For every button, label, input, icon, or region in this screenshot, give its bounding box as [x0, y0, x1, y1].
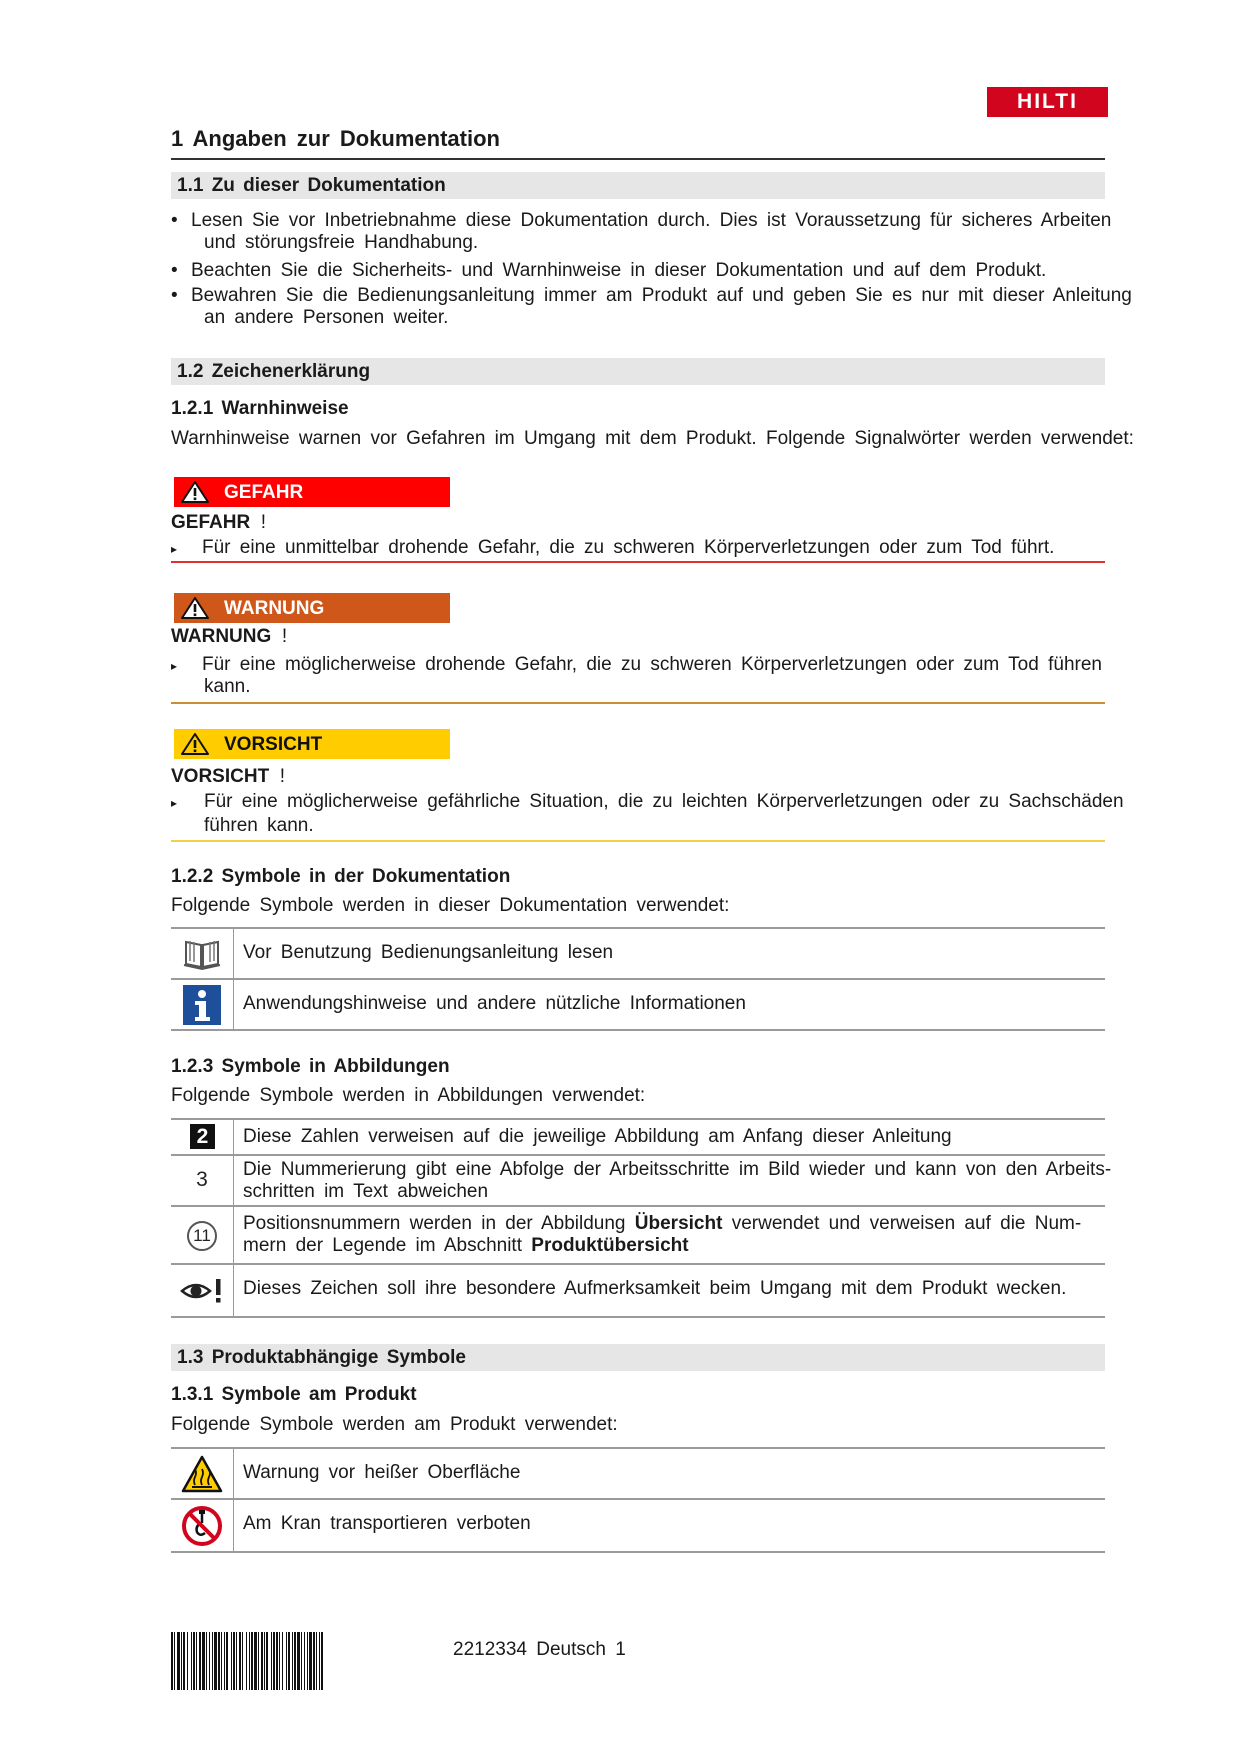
- bullet-dot: •: [171, 285, 178, 306]
- signal-exclamation: !: [279, 766, 286, 787]
- barcode-bar: [294, 1632, 296, 1690]
- barcode-bar: [292, 1632, 293, 1690]
- barcode-bar: [221, 1632, 222, 1690]
- section-1-3-header: [171, 1344, 1105, 1371]
- barcode-bar: [236, 1632, 237, 1690]
- barcode-bar: [246, 1632, 247, 1690]
- symbols-doc-intro: Folgende Symbole werden in dieser Dokumentation verwendet:: [171, 895, 730, 916]
- list-item-line: Bewahren Sie die Bedienungsanleitung immer am Produkt auf und geben Sie es nur mit dieser Anleitung: [191, 285, 1132, 306]
- table-cell-text: [243, 1159, 1111, 1203]
- barcode-bar: [174, 1632, 175, 1690]
- list-item-line: Lesen Sie vor Inbetriebnahme diese Dokumentation durch. Dies ist Voraussetzung für sicheres Arbeiten: [191, 210, 1112, 231]
- step-number-icon: 3: [196, 1168, 208, 1191]
- barcode-bar: [209, 1632, 210, 1690]
- barcode-bar: [254, 1632, 257, 1690]
- table-cell-text: Dieses Zeichen soll ihre besondere Aufmerksamkeit beim Umgang mit dem Produkt wecken.: [243, 1278, 1067, 1299]
- barcode-bar: [233, 1632, 235, 1690]
- barcode-bar: [273, 1632, 275, 1690]
- list-item: [171, 210, 1171, 254]
- barcode-bar: [279, 1632, 280, 1690]
- signal-description-text: Für eine möglicherweise gefährliche Situation, die zu leichten Körperverletzungen oder zu Sachschäden: [204, 791, 1124, 812]
- section-1-2-header: [171, 358, 1105, 385]
- signal-word-gefahr: [174, 477, 450, 507]
- barcode-bar: [239, 1632, 241, 1690]
- section-1-1-header: [171, 172, 1105, 199]
- barcode-bar: [226, 1632, 228, 1690]
- barcode-bar: [193, 1632, 195, 1690]
- book-icon: [183, 937, 221, 971]
- table-row: [171, 1120, 1105, 1156]
- barcode-bar: [231, 1632, 232, 1690]
- barcode-bar: [266, 1632, 268, 1690]
- table-cell-text: Anwendungshinweise und andere nützliche Informationen: [243, 993, 746, 1014]
- barcode-bar: [249, 1632, 250, 1690]
- signal-heading-text: GEFAHR: [171, 512, 251, 533]
- barcode-bar: [264, 1632, 265, 1690]
- signal-word-warnung: [174, 593, 450, 623]
- signal-description-text: führen kann.: [204, 815, 314, 836]
- signal-description-text: Für eine möglicherweise drohende Gefahr, die zu schweren Körperverletzungen oder zum Tod führen: [202, 654, 1102, 675]
- footer-document-number: 2212334 Deutsch 1: [453, 1639, 626, 1660]
- table-icon-cell: [171, 1265, 234, 1316]
- barcode-bar: [309, 1632, 312, 1690]
- figure-number-icon: 2: [190, 1124, 215, 1149]
- hilti-logo: [987, 87, 1108, 117]
- symbols-fig-intro: Folgende Symbole werden in Abbildungen verwendet:: [171, 1085, 646, 1106]
- barcode-bar: [304, 1632, 305, 1690]
- table-icon-cell: [171, 929, 234, 978]
- barcode-image: [171, 1632, 427, 1690]
- barcode-bar: [261, 1632, 263, 1690]
- signal-divider: [171, 702, 1105, 704]
- signal-heading: [171, 626, 287, 648]
- table-cell-text: Warnung vor heißer Oberfläche: [243, 1462, 521, 1483]
- warning-triangle-icon: [180, 732, 210, 756]
- barcode-bar: [319, 1632, 320, 1690]
- barcode-bar: [282, 1632, 283, 1690]
- list-item: [171, 260, 1171, 282]
- table-row: [171, 1449, 1105, 1500]
- table-icon-cell: [171, 1500, 234, 1551]
- no-crane-transport-icon: [181, 1505, 223, 1547]
- barcode-bar: [181, 1632, 182, 1690]
- hot-surface-warning-icon: [181, 1455, 223, 1493]
- signal-description-text: Für eine unmittelbar drohende Gefahr, die zu schweren Körperverletzungen oder zum Tod führt.: [202, 537, 1055, 558]
- table-row: [171, 980, 1105, 1031]
- signal-exclamation: !: [281, 626, 288, 647]
- section-1-2-title: 1.2 Zeichenerklärung: [177, 361, 371, 382]
- warning-triangle-icon: [180, 596, 210, 620]
- signal-description: [171, 537, 1131, 560]
- barcode-bar: [183, 1632, 185, 1690]
- table-row: [171, 1500, 1105, 1553]
- table-cell-line: Die Nummerierung gibt eine Abfolge der Arbeitsschritte im Bild wieder und kann von den Arbeits-: [243, 1159, 1112, 1180]
- symbols-fig-table: [171, 1118, 1112, 1318]
- bold-term: Übersicht: [634, 1213, 723, 1234]
- text-run: verwendet und verweisen auf die Num-: [722, 1213, 1082, 1234]
- signal-exclamation: !: [260, 512, 267, 533]
- barcode-bar: [321, 1632, 323, 1690]
- barcode-bar: [224, 1632, 225, 1690]
- table-row: [171, 1265, 1105, 1318]
- list-item-line: Beachten Sie die Sicherheits- und Warnhinweise in dieser Dokumentation und auf dem Produkt.: [191, 260, 1047, 281]
- bullet-dot: •: [171, 210, 178, 231]
- signal-description: [171, 791, 1191, 835]
- arrow-bullet-icon: ▸: [171, 796, 178, 810]
- barcode-bar: [199, 1632, 201, 1690]
- table-icon-cell: [171, 1207, 234, 1263]
- table-icon-cell: [171, 980, 234, 1029]
- arrow-bullet-icon: ▸: [171, 659, 178, 673]
- attention-eye-icon: [180, 1277, 224, 1305]
- table-cell-text: Vor Benutzung Bedienungsanleitung lesen: [243, 942, 614, 963]
- symbols-product-table: [171, 1447, 1105, 1553]
- barcode-bar: [218, 1632, 220, 1690]
- text-run: mern der Legende im Abschnitt: [243, 1235, 532, 1256]
- list-item-line: und störungsfreie Handhabung.: [204, 232, 479, 253]
- signal-divider: [171, 840, 1105, 842]
- signal-label: WARNUNG: [224, 598, 325, 619]
- section-1-title: 1 Angaben zur Dokumentation: [171, 126, 1105, 160]
- section-1-2-3-title: 1.2.3 Symbole in Abbildungen: [171, 1056, 450, 1077]
- text-run: Positionsnummern werden in der Abbildung: [243, 1213, 635, 1234]
- section-1-3-title: 1.3 Produktabhängige Symbole: [177, 1347, 466, 1368]
- barcode-bar: [177, 1632, 180, 1690]
- barcode-bar: [271, 1632, 272, 1690]
- list-item: [171, 285, 1171, 329]
- barcode-bar: [297, 1632, 300, 1690]
- section-1-1-title: 1.1 Zu dieser Dokumentation: [177, 175, 446, 196]
- warning-triangle-icon: [180, 480, 210, 504]
- table-row: [171, 929, 1105, 980]
- table-icon-cell: [171, 1156, 234, 1205]
- barcode-bar: [313, 1632, 315, 1690]
- signal-label: GEFAHR: [224, 482, 304, 503]
- barcode-bar: [288, 1632, 290, 1690]
- table-cell-line: schritten im Text abweichen: [243, 1181, 489, 1202]
- signal-heading-text: WARNUNG: [171, 626, 272, 647]
- warnhinweise-intro: Warnhinweise warnen vor Gefahren im Umgang mit dem Produkt. Folgende Signalwörter werden verwendet:: [171, 428, 1134, 449]
- signal-word-vorsicht: [174, 729, 450, 759]
- table-icon-cell: [171, 1120, 234, 1154]
- list-item-line: an andere Personen weiter.: [204, 307, 449, 328]
- barcode-bar: [212, 1632, 213, 1690]
- table-icon-cell: [171, 1449, 234, 1498]
- table-cell-line: [243, 1235, 1081, 1257]
- barcode-bar: [206, 1632, 207, 1690]
- signal-heading: [171, 766, 285, 788]
- signal-heading-text: VORSICHT: [171, 766, 270, 787]
- barcode-bar: [307, 1632, 308, 1690]
- table-cell-text: Diese Zahlen verweisen auf die jeweilige Abbildung am Anfang dieser Anleitung: [243, 1126, 952, 1147]
- barcode-bar: [251, 1632, 253, 1690]
- barcode-bar: [202, 1632, 205, 1690]
- symbols-doc-table: [171, 927, 1105, 1031]
- barcode-bar: [242, 1632, 243, 1690]
- section-1-2-2-title: 1.2.2 Symbole in der Dokumentation: [171, 866, 511, 887]
- signal-heading: [171, 512, 266, 534]
- bullet-dot: •: [171, 260, 178, 281]
- signal-description-text: kann.: [204, 676, 251, 697]
- table-row: [171, 1207, 1105, 1265]
- signal-label: VORSICHT: [224, 734, 323, 755]
- section-1-3-1-title: 1.3.1 Symbole am Produkt: [171, 1384, 417, 1405]
- barcode-bar: [301, 1632, 302, 1690]
- barcode-bar: [286, 1632, 287, 1690]
- bold-term: Produktübersicht: [531, 1235, 689, 1256]
- arrow-bullet-icon: ▸: [171, 542, 178, 556]
- info-icon: [182, 984, 222, 1026]
- barcode-bar: [214, 1632, 217, 1690]
- logo-text: HILTI: [1017, 90, 1078, 113]
- table-row: [171, 1156, 1112, 1207]
- table-cell-text: Am Kran transportieren verboten: [243, 1513, 531, 1534]
- table-cell-text: [243, 1213, 1081, 1257]
- symbols-product-intro: Folgende Symbole werden am Produkt verwendet:: [171, 1414, 618, 1435]
- section-1-2-1-title: 1.2.1 Warnhinweise: [171, 398, 349, 419]
- barcode-bar: [276, 1632, 278, 1690]
- table-cell-line: [243, 1213, 1081, 1235]
- barcode-bar: [171, 1632, 173, 1690]
- barcode-bar: [258, 1632, 259, 1690]
- barcode-bar: [187, 1632, 188, 1690]
- position-number-icon: 11: [187, 1221, 217, 1251]
- barcode-bar: [191, 1632, 192, 1690]
- barcode-bar: [196, 1632, 197, 1690]
- signal-description: [171, 654, 1131, 698]
- barcode-bar: [316, 1632, 317, 1690]
- signal-divider: [171, 561, 1105, 563]
